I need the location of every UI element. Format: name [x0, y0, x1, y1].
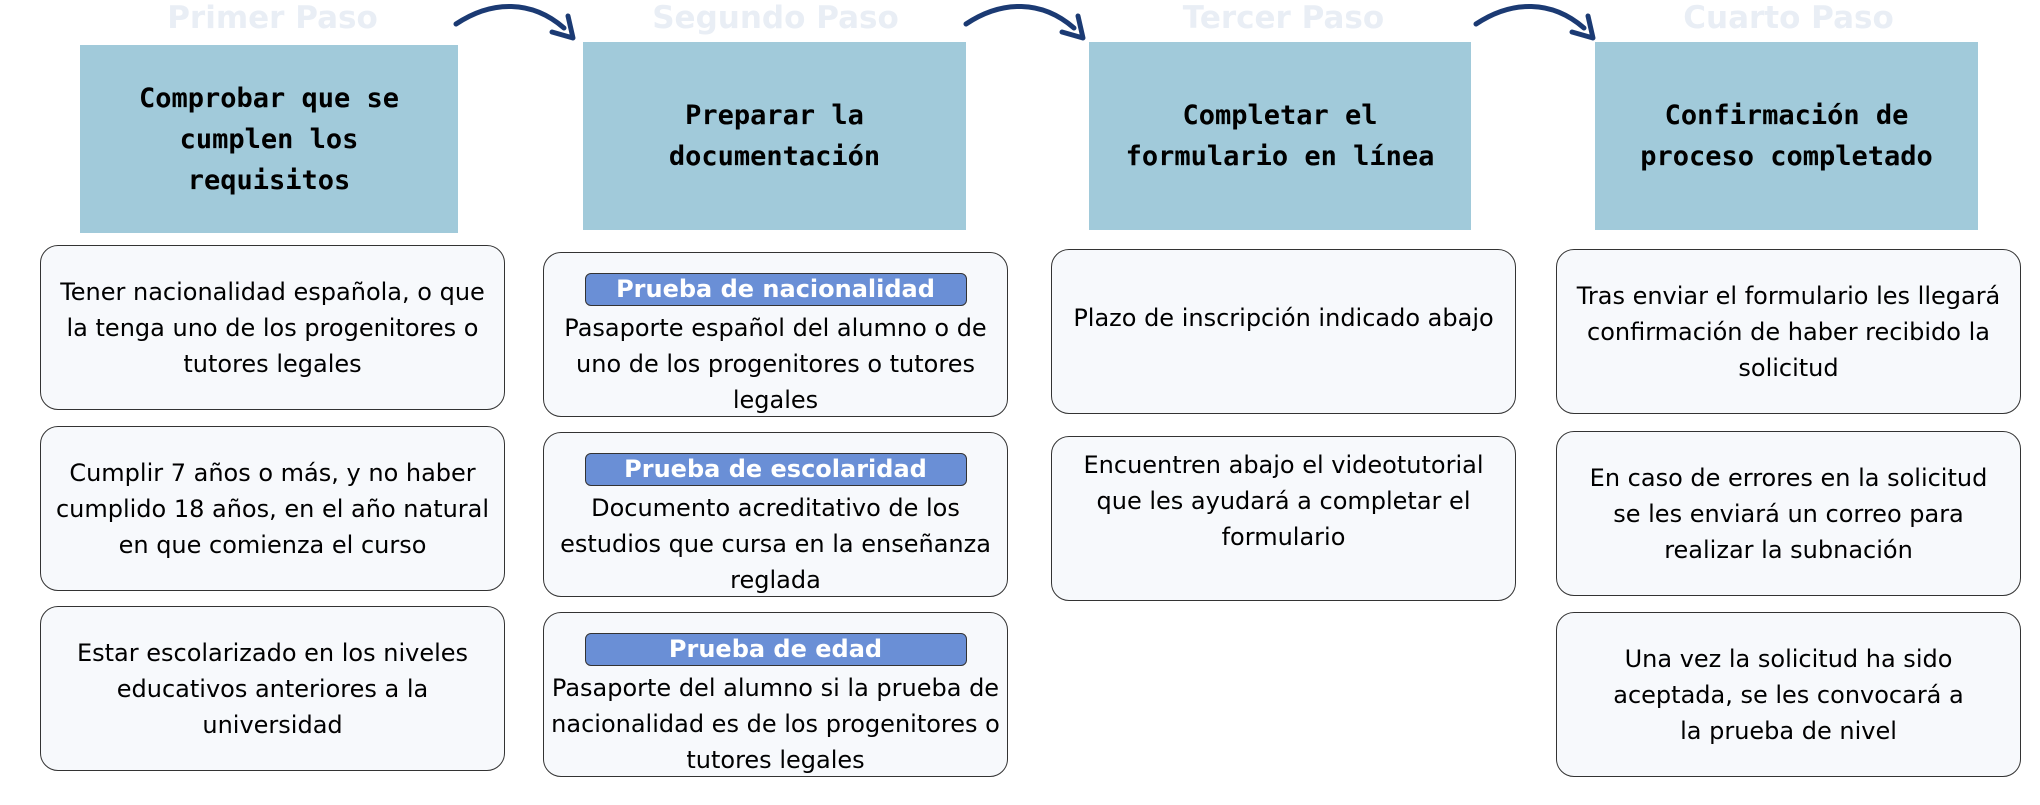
document-pill: Prueba de escolaridad — [585, 453, 967, 486]
step-header: Completar el formulario en línea — [1089, 42, 1471, 230]
step-label: Segundo Paso — [652, 0, 899, 36]
document-card — [543, 612, 1008, 777]
document-pill: Prueba de nacionalidad — [585, 273, 967, 306]
step-label: Tercer Paso — [1182, 0, 1385, 36]
form-card — [1051, 436, 1516, 601]
requirement-card — [40, 426, 505, 591]
requirement-card — [40, 245, 505, 410]
card-text: Encuentren abajo el videotutorial que les ayudará a completar el formulario — [1083, 450, 1484, 551]
card-text: Pasaporte español del alumno o de uno de los progenitores o tutores legales — [564, 314, 987, 414]
card-text: En caso de errores en la solicitud se les enviará un correo para realizar la subnación — [1589, 463, 1988, 564]
step-header: Comprobar que se cumplen los requisitos — [80, 45, 458, 233]
card-text: Una vez la solicitud ha sido aceptada, se les convocará a la prueba de nivel — [1613, 644, 1964, 745]
step-header: Preparar la documentación — [583, 42, 966, 230]
document-card — [543, 432, 1008, 597]
card-text: Tener nacionalidad española, o que la tenga uno de los progenitores o tutores legales — [60, 277, 485, 378]
requirement-card — [40, 606, 505, 771]
confirmation-card — [1556, 612, 2021, 777]
card-text: Tras enviar el formulario les llegará confirmación de haber recibido la solicitud — [1576, 281, 2001, 382]
card-text: Documento acreditativo de los estudios que cursa en la enseñanza reglada — [560, 494, 991, 594]
card-text: Pasaporte del alumno si la prueba de nacionalidad es de los progenitores o tutores legales — [551, 674, 1000, 774]
step-label: Cuarto Paso — [1683, 0, 1894, 36]
step-header: Confirmación de proceso completado — [1595, 42, 1978, 230]
document-card — [543, 252, 1008, 417]
confirmation-card — [1556, 249, 2021, 414]
confirmation-card — [1556, 431, 2021, 596]
form-card — [1051, 249, 1516, 414]
card-text: Plazo de inscripción indicado abajo — [1073, 303, 1494, 332]
card-text: Cumplir 7 años o más, y no haber cumplido 18 años, en el año natural en que comienza el curso — [55, 458, 490, 559]
card-text: Estar escolarizado en los niveles educativos anteriores a la universidad — [76, 638, 469, 739]
document-pill: Prueba de edad — [585, 633, 967, 666]
step-label: Primer Paso — [167, 0, 378, 36]
